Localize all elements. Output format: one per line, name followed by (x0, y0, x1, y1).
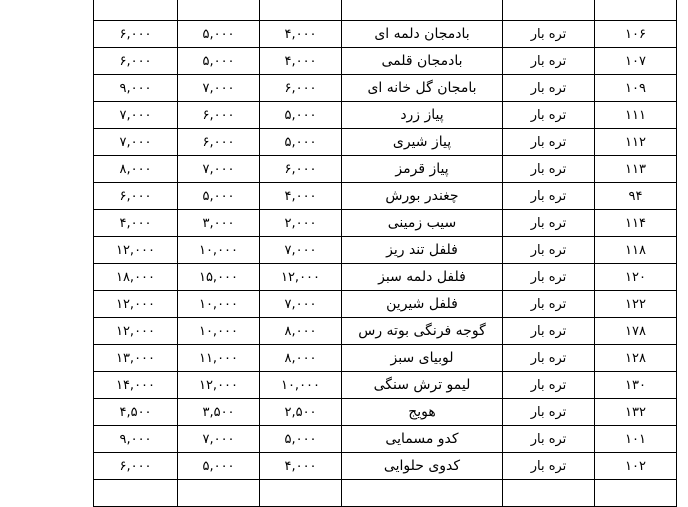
item-category-cell: تره بار (503, 264, 595, 291)
price-2-cell: ۵,۰۰۰ (178, 453, 260, 480)
price-2-cell: ۳,۵۰۰ (178, 399, 260, 426)
item-code-cell: ۱۳۰ (595, 372, 677, 399)
price-2-cell: ۷,۰۰۰ (178, 426, 260, 453)
item-code-cell: ۱۱۴ (595, 210, 677, 237)
price-2-cell: ۵,۰۰۰ (178, 21, 260, 48)
price-1-cell: ۵,۰۰۰ (260, 102, 342, 129)
item-category-cell: تره بار (503, 426, 595, 453)
price-2-cell: ۱۰,۰۰۰ (178, 318, 260, 345)
cell-empty (595, 0, 677, 21)
item-code-cell: ۱۱۱ (595, 102, 677, 129)
table-row (94, 156, 677, 183)
item-code-cell: ۱۰۲ (595, 453, 677, 480)
item-name-cell: بادمجان دلمه ای (342, 21, 503, 48)
price-3-cell: ۹,۰۰۰ (94, 75, 178, 102)
item-name-cell: بادمجان قلمی (342, 48, 503, 75)
price-table (93, 0, 677, 507)
price-2-cell: ۶,۰۰۰ (178, 102, 260, 129)
item-name-cell: فلفل شیرین (342, 291, 503, 318)
table-row (94, 291, 677, 318)
item-name-cell: پیاز زرد (342, 102, 503, 129)
price-1-cell: ۵,۰۰۰ (260, 129, 342, 156)
item-name-cell: لوبیای سبز (342, 345, 503, 372)
price-1-cell: ۴,۰۰۰ (260, 183, 342, 210)
item-category-cell: تره بار (503, 345, 595, 372)
price-1-cell: ۷,۰۰۰ (260, 237, 342, 264)
table-row (94, 48, 677, 75)
price-2-cell: ۳,۰۰۰ (178, 210, 260, 237)
item-code-cell: ۱۱۳ (595, 156, 677, 183)
table-row (94, 75, 677, 102)
price-3-cell: ۱۸,۰۰۰ (94, 264, 178, 291)
item-category-cell: تره بار (503, 48, 595, 75)
price-1-cell: ۶,۰۰۰ (260, 75, 342, 102)
item-name-cell: هویج (342, 399, 503, 426)
item-code-cell: ۹۴ (595, 183, 677, 210)
item-name-cell: چغندر بورش (342, 183, 503, 210)
price-2-cell: ۱۰,۰۰۰ (178, 291, 260, 318)
price-2-cell: ۱۲,۰۰۰ (178, 372, 260, 399)
table-row (94, 345, 677, 372)
price-3-cell: ۱۴,۰۰۰ (94, 372, 178, 399)
item-code-cell: ۱۲۰ (595, 264, 677, 291)
item-category-cell: تره بار (503, 453, 595, 480)
price-1-cell: ۱۰,۰۰۰ (260, 372, 342, 399)
price-1-cell: ۱۲,۰۰۰ (260, 264, 342, 291)
item-name-cell: گوجه فرنگی بوته رس (342, 318, 503, 345)
price-1-cell: ۶,۰۰۰ (260, 156, 342, 183)
price-1-cell: ۴,۰۰۰ (260, 453, 342, 480)
price-3-cell: ۴,۰۰۰ (94, 210, 178, 237)
cell-empty (503, 0, 595, 21)
table-row (94, 237, 677, 264)
table-row (94, 372, 677, 399)
price-1-cell: ۸,۰۰۰ (260, 318, 342, 345)
item-name-cell: فلفل تند ریز (342, 237, 503, 264)
cell-empty (260, 0, 342, 21)
price-2-cell: ۱۰,۰۰۰ (178, 237, 260, 264)
table-row (94, 426, 677, 453)
item-name-cell: لیمو ترش سنگی (342, 372, 503, 399)
price-2-cell: ۱۱,۰۰۰ (178, 345, 260, 372)
price-3-cell: ۱۳,۰۰۰ (94, 345, 178, 372)
price-3-cell: ۷,۰۰۰ (94, 129, 178, 156)
price-3-cell: ۷,۰۰۰ (94, 102, 178, 129)
item-name-cell: سیب زمینی (342, 210, 503, 237)
table-row (94, 318, 677, 345)
item-code-cell: ۱۲۸ (595, 345, 677, 372)
table-row (94, 129, 677, 156)
table-body (94, 0, 677, 507)
item-code-cell: ۱۲۲ (595, 291, 677, 318)
item-name-cell: کدوی حلوایی (342, 453, 503, 480)
item-category-cell: تره بار (503, 210, 595, 237)
cell-empty (94, 0, 178, 21)
price-3-cell: ۶,۰۰۰ (94, 48, 178, 75)
table-row (94, 102, 677, 129)
item-code-cell: ۱۱۲ (595, 129, 677, 156)
item-code-cell: ۱۰۹ (595, 75, 677, 102)
item-code-cell: ۱۰۱ (595, 426, 677, 453)
item-category-cell: تره بار (503, 102, 595, 129)
item-code-cell: ۱۱۸ (595, 237, 677, 264)
table-row (94, 453, 677, 480)
price-sheet (93, 0, 676, 507)
item-name-cell: کدو مسمایی (342, 426, 503, 453)
item-category-cell: تره بار (503, 318, 595, 345)
cell-empty (178, 0, 260, 21)
item-name-cell: فلفل دلمه سبز (342, 264, 503, 291)
item-category-cell: تره بار (503, 399, 595, 426)
item-category-cell: تره بار (503, 237, 595, 264)
price-2-cell: ۶,۰۰۰ (178, 129, 260, 156)
item-code-cell: ۱۰۷ (595, 48, 677, 75)
price-1-cell: ۴,۰۰۰ (260, 48, 342, 75)
item-code-cell: ۱۰۶ (595, 21, 677, 48)
price-3-cell: ۹,۰۰۰ (94, 426, 178, 453)
item-code-cell: ۱۷۸ (595, 318, 677, 345)
item-code-cell: ۱۳۲ (595, 399, 677, 426)
item-category-cell: تره بار (503, 21, 595, 48)
price-1-cell: ۲,۵۰۰ (260, 399, 342, 426)
item-name-cell: پیاز شیری (342, 129, 503, 156)
table-row (94, 21, 677, 48)
price-2-cell: ۷,۰۰۰ (178, 156, 260, 183)
table-row (94, 210, 677, 237)
table-row (94, 264, 677, 291)
item-category-cell: تره بار (503, 291, 595, 318)
table-row-partial-top (94, 0, 677, 21)
item-name-cell: پیاز قرمز (342, 156, 503, 183)
item-category-cell: تره بار (503, 156, 595, 183)
price-2-cell: ۵,۰۰۰ (178, 183, 260, 210)
price-3-cell: ۱۲,۰۰۰ (94, 318, 178, 345)
price-3-cell: ۶,۰۰۰ (94, 183, 178, 210)
price-3-cell: ۴,۵۰۰ (94, 399, 178, 426)
item-category-cell: تره بار (503, 372, 595, 399)
item-category-cell: تره بار (503, 129, 595, 156)
price-1-cell: ۷,۰۰۰ (260, 291, 342, 318)
price-1-cell: ۵,۰۰۰ (260, 426, 342, 453)
price-2-cell: ۵,۰۰۰ (178, 48, 260, 75)
item-name-cell: بامجان گل خانه ای (342, 75, 503, 102)
price-1-cell: ۲,۰۰۰ (260, 210, 342, 237)
cell-empty (342, 0, 503, 21)
price-3-cell: ۶,۰۰۰ (94, 453, 178, 480)
table-row (94, 183, 677, 210)
price-2-cell: ۷,۰۰۰ (178, 75, 260, 102)
price-1-cell: ۴,۰۰۰ (260, 21, 342, 48)
item-category-cell: تره بار (503, 183, 595, 210)
price-3-cell: ۸,۰۰۰ (94, 156, 178, 183)
price-3-cell: ۱۲,۰۰۰ (94, 237, 178, 264)
price-2-cell: ۱۵,۰۰۰ (178, 264, 260, 291)
price-3-cell: ۱۲,۰۰۰ (94, 291, 178, 318)
table-row (94, 399, 677, 426)
price-3-cell: ۶,۰۰۰ (94, 21, 178, 48)
item-category-cell: تره بار (503, 75, 595, 102)
price-1-cell: ۸,۰۰۰ (260, 345, 342, 372)
